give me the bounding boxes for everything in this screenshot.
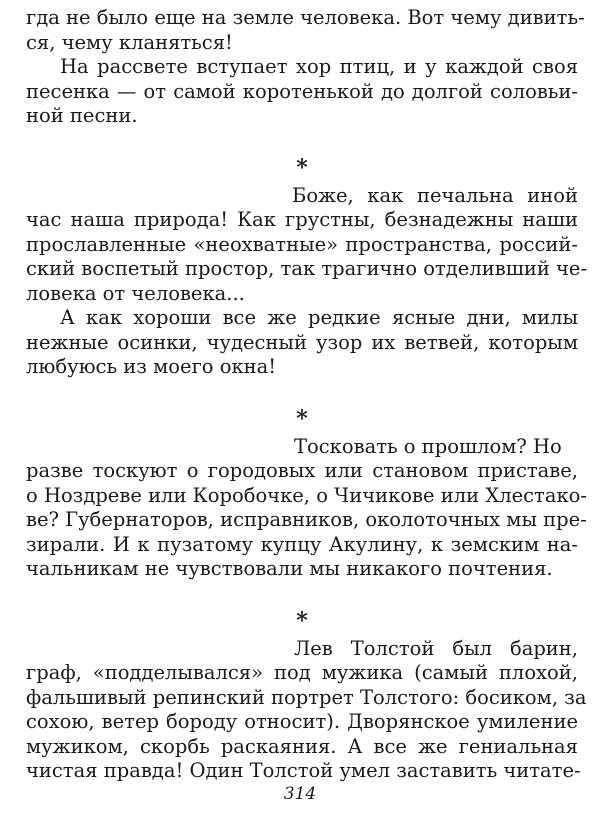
- text-line: граф, «подделывался» под мужика (самый плохой,: [26, 661, 578, 684]
- text-line: ловека от человека...: [26, 281, 245, 305]
- section-separator: *: [296, 405, 308, 432]
- text-line: сохою, ветер бороду относит). Дворянское умиление: [26, 710, 578, 733]
- text-line: чистая правда! Один Толстой умел заставить читате-: [26, 759, 581, 782]
- text-line: гда не было еще на земле человека. Вот чему дивить-: [26, 6, 585, 29]
- text-line: разве тоскуют о городовых или становом приставе,: [26, 459, 578, 482]
- text-line: Боже, как печальна иной: [292, 183, 578, 207]
- text-line: Лев Толстой был барин,: [294, 636, 578, 660]
- text-line: песенка — от самой коротенькой до долгой соловьи-: [26, 79, 578, 103]
- text-line: прославленные «неохватные» пространства, россий-: [26, 232, 578, 256]
- text-line: нежные осинки, чудесный узор их ветвей, которым: [26, 330, 578, 354]
- text-line: А как хороши все же редкие ясные дни, милы: [60, 306, 578, 329]
- text-line: На рассвете вступает хор птиц, и у каждой своя: [60, 55, 578, 78]
- text-line: Тосковать о прошлом? Но: [294, 434, 562, 458]
- text-line: чальникам не чувствовали мы никакого почтения.: [26, 557, 553, 580]
- text-line: ся, чему кланяться!: [26, 30, 233, 54]
- text-line: фальшивый репинский портрет Толстого: босиком, за: [26, 685, 587, 709]
- text-line: зирали. И к пузатому купцу Акулину, к земским на-: [26, 532, 578, 556]
- page-number: 314: [283, 784, 317, 804]
- text-line: о Ноздреве или Коробочке, о Чичикове или Хлестако-: [26, 483, 587, 507]
- section-separator: *: [296, 607, 308, 634]
- text-line: ве? Губернаторов, исправников, околоточных мы пре-: [26, 508, 587, 531]
- text-line: час наша природа! Как грустны, безнадежны наши: [26, 208, 578, 231]
- text-line: ной песни.: [26, 104, 138, 127]
- section-separator: *: [296, 154, 308, 181]
- book-page-text: [26, 6, 588, 784]
- text-line: любуюсь из моего окна!: [26, 355, 277, 378]
- text-line: ский воспетый простор, так трагично отделивший че-: [26, 257, 588, 280]
- text-line: мужиком, скорбь раскаяния. А все же гениальная: [26, 734, 578, 758]
